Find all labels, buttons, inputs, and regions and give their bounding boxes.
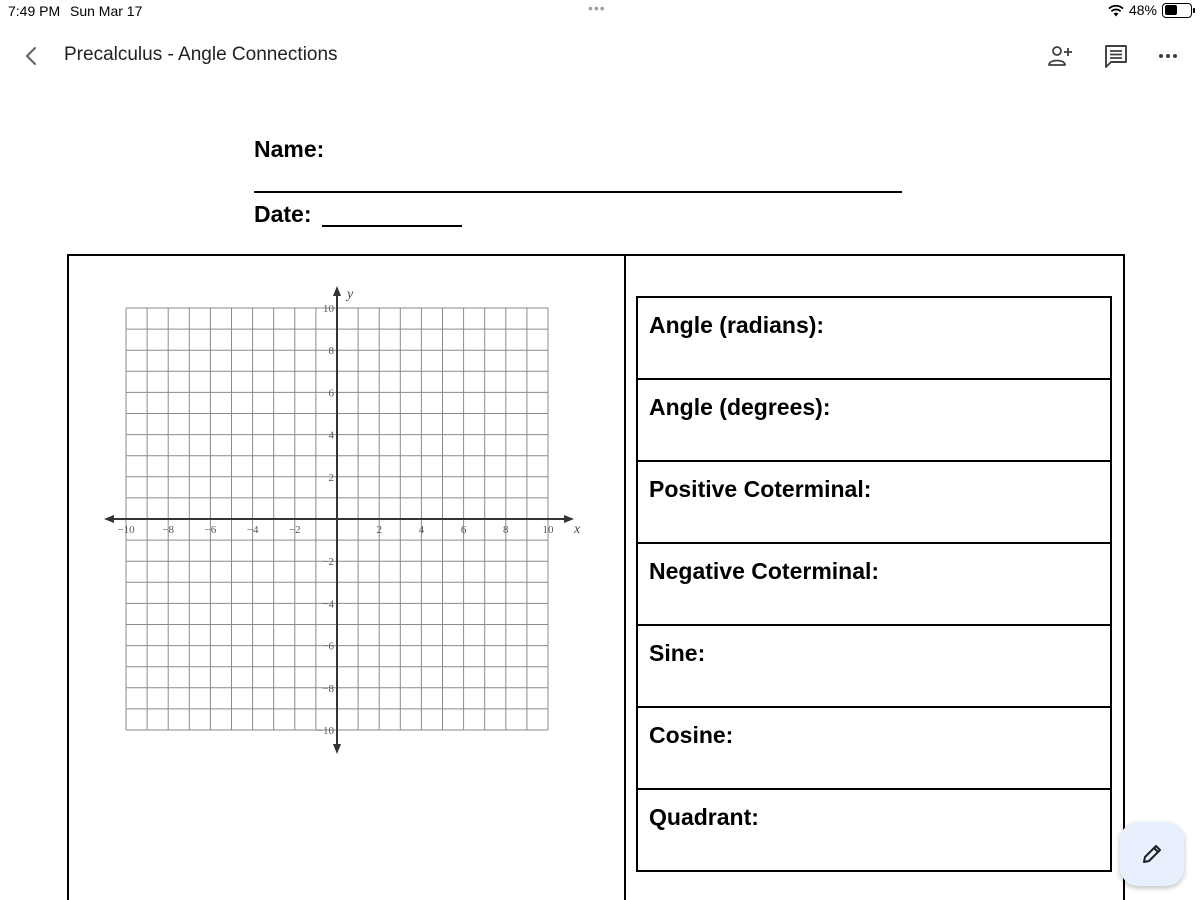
status-time: 7:49 PM [8, 3, 61, 19]
comments-icon [1102, 42, 1130, 70]
pencil-icon [1139, 841, 1165, 867]
battery-percent: 48% [1128, 2, 1157, 18]
x-axis-arrow-left [104, 515, 114, 523]
info-row[interactable] [638, 544, 1110, 626]
y-tick-label: 6 [328, 387, 334, 400]
edit-button[interactable] [1120, 822, 1184, 886]
x-tick-label: −4 [246, 524, 259, 536]
y-tick-label: 8 [328, 345, 334, 358]
x-axis-label: x [574, 522, 581, 537]
share-button[interactable] [1046, 42, 1074, 70]
date-answer-line [322, 225, 462, 227]
more-icon [1154, 42, 1182, 70]
status-date: Sun Mar 17 [70, 3, 143, 19]
y-tick-label: 4 [328, 429, 334, 442]
info-row[interactable] [638, 380, 1110, 462]
x-tick-label: −2 [288, 524, 301, 536]
x-tick-label: 2 [376, 524, 382, 536]
date-label: Date: [254, 201, 312, 227]
y-tick-label: 10 [323, 303, 334, 315]
name-label: Name: [254, 136, 325, 162]
info-row-label: Angle (degrees): [649, 394, 831, 420]
wifi-icon [1108, 4, 1124, 17]
info-row[interactable] [638, 462, 1110, 544]
y-tick-label: 2 [328, 471, 334, 484]
coordinate-grid [104, 284, 584, 754]
y-axis-arrow-up [333, 286, 341, 296]
back-button[interactable] [20, 42, 44, 70]
info-row[interactable] [638, 708, 1110, 790]
info-row[interactable] [638, 790, 1110, 872]
x-tick-label: −8 [162, 524, 175, 536]
info-row[interactable] [638, 626, 1110, 708]
x-tick-label: 6 [460, 524, 467, 536]
app-bar [0, 30, 1200, 82]
y-tick-label: −6 [322, 640, 334, 653]
name-answer-line [254, 191, 902, 193]
info-row-label: Cosine: [649, 722, 734, 748]
info-row-label: Positive Coterminal: [649, 476, 872, 502]
angle-info-table [636, 296, 1112, 872]
y-tick-label: −2 [322, 556, 334, 569]
comments-button[interactable] [1102, 42, 1130, 70]
y-axis-label: y [347, 287, 354, 302]
status-indicators [1108, 2, 1192, 18]
x-axis-arrow-right [564, 515, 574, 523]
info-row[interactable] [638, 298, 1110, 380]
x-tick-label: 4 [418, 524, 425, 536]
y-tick-label: −4 [322, 598, 334, 611]
battery-icon [1162, 3, 1192, 18]
x-tick-label: −6 [204, 524, 217, 536]
add-person-icon [1046, 42, 1074, 70]
document-title: Precalculus - Angle Connections [64, 44, 338, 65]
battery-level [1165, 5, 1177, 15]
y-axis-arrow-down [333, 744, 341, 754]
status-bar [0, 0, 1200, 24]
x-tick-label: 8 [503, 524, 509, 536]
multitasking-dots[interactable]: ••• [588, 0, 606, 16]
x-tick-label: −10 [117, 524, 135, 536]
x-tick-label: 10 [542, 524, 554, 536]
y-tick-label: −8 [322, 682, 334, 695]
y-tick-label: −10 [316, 725, 334, 737]
info-row-label: Negative Coterminal: [649, 558, 880, 584]
info-row-label: Sine: [649, 640, 706, 666]
back-icon [20, 42, 44, 70]
info-row-label: Angle (radians): [649, 312, 825, 338]
info-row-label: Quadrant: [649, 804, 759, 830]
more-button[interactable] [1154, 42, 1182, 70]
table-column-divider [624, 254, 626, 900]
